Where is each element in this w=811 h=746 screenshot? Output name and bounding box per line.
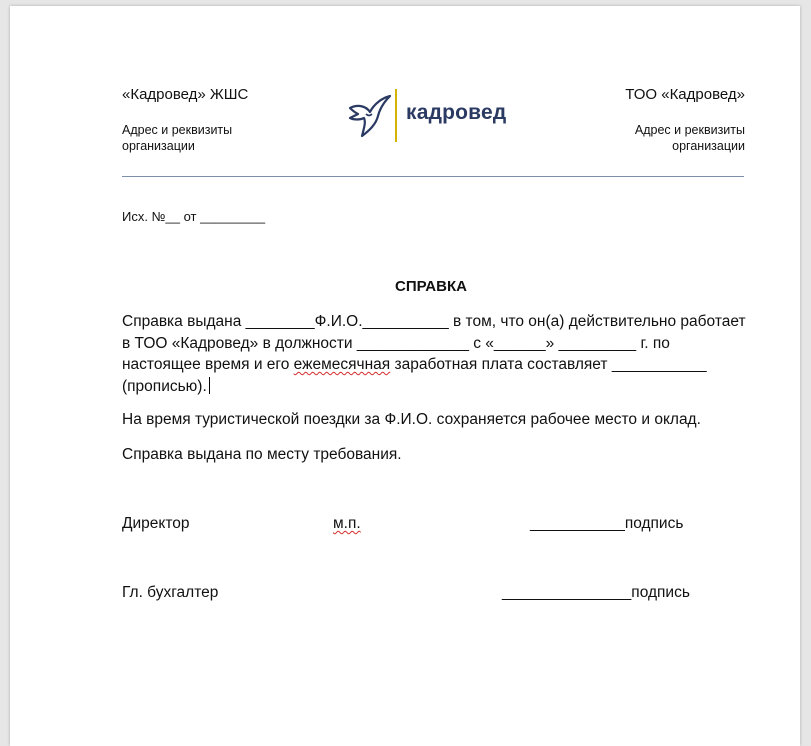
header-separator: [122, 176, 744, 177]
outgoing-number: Исх. №__ от _________: [122, 209, 266, 224]
left-address-line1: Адрес и реквизиты: [122, 123, 233, 137]
director-signature-line: ___________подпись: [530, 515, 684, 532]
document-page[interactable]: [10, 6, 800, 746]
left-address: [122, 122, 232, 154]
paragraph-main-line2: в ТОО «Кадровед» в должности _____________ с «______» _________ г. по: [122, 334, 670, 352]
line3-start: настоящее время и его: [122, 356, 294, 373]
paragraph-main-line4: [122, 376, 746, 398]
spellcheck-word: ежемесячная: [293, 356, 391, 373]
paragraph-main-line3: [122, 354, 746, 376]
right-org-name: ТОО «Кадровед»: [625, 86, 745, 103]
line4-text: (прописью).: [122, 377, 207, 395]
paragraph-main-line1: Справка выдана ________Ф.И.О.__________ в том, что он(а) действительно работает: [122, 313, 746, 330]
logo-text: кадровед: [406, 101, 507, 124]
document-title: СПРАВКА: [395, 278, 467, 295]
left-org-name: «Кадровед» ЖШС: [122, 86, 249, 103]
stamp-label: м.п.: [333, 515, 361, 532]
left-address-line2: организации: [122, 139, 195, 153]
logo-divider: [395, 89, 397, 142]
swallow-icon: [348, 94, 392, 138]
director-label: Директор: [122, 515, 190, 532]
right-address-line2: организации: [672, 139, 745, 153]
paragraph-main[interactable]: [122, 311, 746, 397]
paragraph-trip[interactable]: На время туристической поездки за Ф.И.О. сохраняется рабочее место и оклад.: [122, 411, 701, 428]
text-cursor: [209, 377, 210, 394]
accountant-signature-line: _______________подпись: [502, 584, 690, 601]
right-address-line1: Адрес и реквизиты: [634, 123, 745, 137]
accountant-label: Гл. бухгалтер: [122, 584, 219, 601]
right-address: [635, 122, 745, 154]
line3-end: заработная плата составляет ___________: [390, 356, 707, 373]
paragraph-place[interactable]: Справка выдана по месту требования.: [122, 446, 402, 463]
logo: [348, 94, 392, 143]
